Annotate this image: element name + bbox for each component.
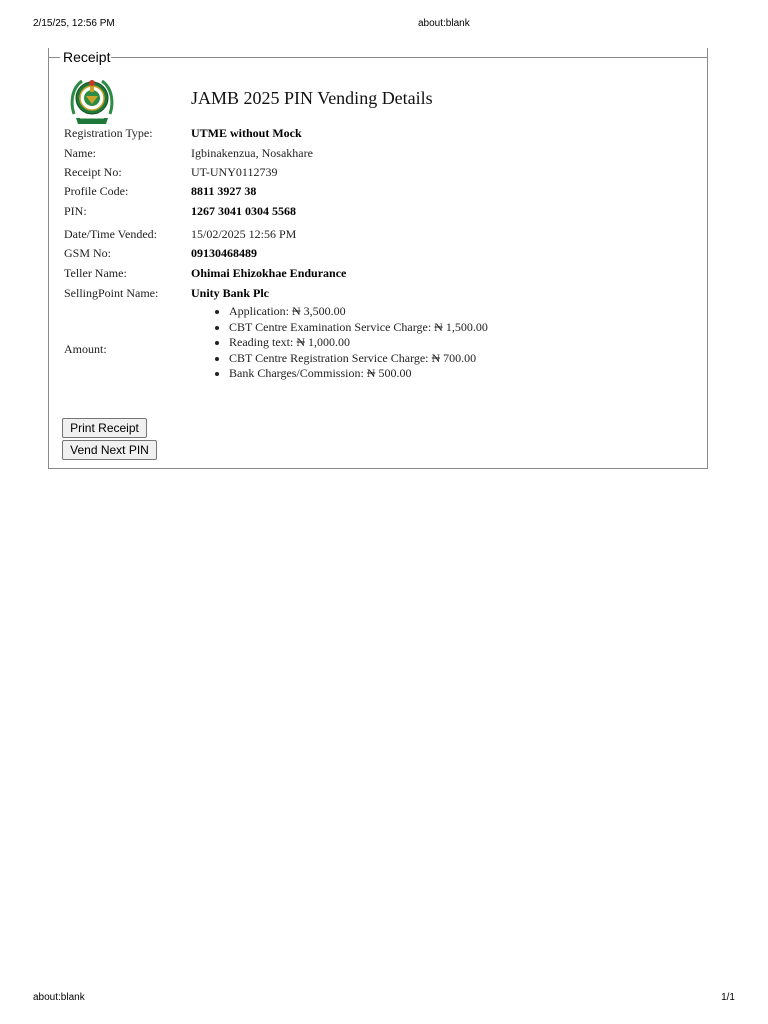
selling-point-label: SellingPoint Name: xyxy=(64,286,159,300)
profile-code-value: 8811 3927 38 xyxy=(191,184,257,198)
page-title: JAMB 2025 PIN Vending Details xyxy=(191,88,433,108)
teller-name-value: Ohimai Ehizokhae Endurance xyxy=(191,266,347,280)
amount-item-application: • Application: ₦ 3,500.00 xyxy=(229,304,488,320)
amount-label: Amount: xyxy=(64,342,107,356)
amount-item-cbt-exam-charge: • CBT Centre Examination Service Charge: ₦ 1,500.00 xyxy=(229,320,488,336)
receipt-no-label: Receipt No: xyxy=(64,165,122,179)
gsm-no-label: GSM No: xyxy=(64,246,112,260)
profile-code-label: Profile Code: xyxy=(64,184,129,198)
registration-type-value: UTME without Mock xyxy=(191,126,302,140)
pin-label: PIN: xyxy=(64,204,87,218)
amount-breakdown-list xyxy=(211,304,488,382)
jamb-logo xyxy=(66,74,118,126)
datetime-vended-label: Date/Time Vended: xyxy=(64,227,157,241)
receipt-border-top-right xyxy=(111,57,708,58)
amount-item-cbt-registration-charge: • CBT Centre Registration Service Charge: ₦ 700.00 xyxy=(229,351,488,367)
amount-item-reading-text: • Reading text: ₦ 1,000.00 xyxy=(229,335,488,351)
receipt-no-value: UT-UNY0112739 xyxy=(191,165,278,179)
registration-type-label: Registration Type: xyxy=(64,126,153,140)
amount-item-bank-charges: • Bank Charges/Commission: ₦ 500.00 xyxy=(229,366,488,382)
print-header-datetime: 2/15/25, 12:56 PM xyxy=(33,18,115,29)
datetime-vended-value: 15/02/2025 12:56 PM xyxy=(191,227,297,241)
gsm-no-value: 09130468489 xyxy=(191,246,257,260)
name-label: Name: xyxy=(64,146,96,160)
vend-next-pin-button[interactable]: Vend Next PIN xyxy=(62,440,157,460)
jamb-crest-icon xyxy=(66,74,118,126)
print-header-title: about:blank xyxy=(418,18,470,29)
receipt-legend: Receipt xyxy=(63,49,111,65)
receipt-border-top-left xyxy=(48,57,60,58)
print-footer-url: about:blank xyxy=(33,992,85,1003)
pin-value: 1267 3041 0304 5568 xyxy=(191,204,296,218)
name-value: Igbinakenzua, Nosakhare xyxy=(191,146,313,160)
receipt-box xyxy=(48,48,708,469)
selling-point-value: Unity Bank Plc xyxy=(191,286,270,300)
print-footer-page-number: 1/1 xyxy=(721,992,735,1003)
teller-name-label: Teller Name: xyxy=(64,266,127,280)
print-receipt-button[interactable]: Print Receipt xyxy=(62,418,147,438)
